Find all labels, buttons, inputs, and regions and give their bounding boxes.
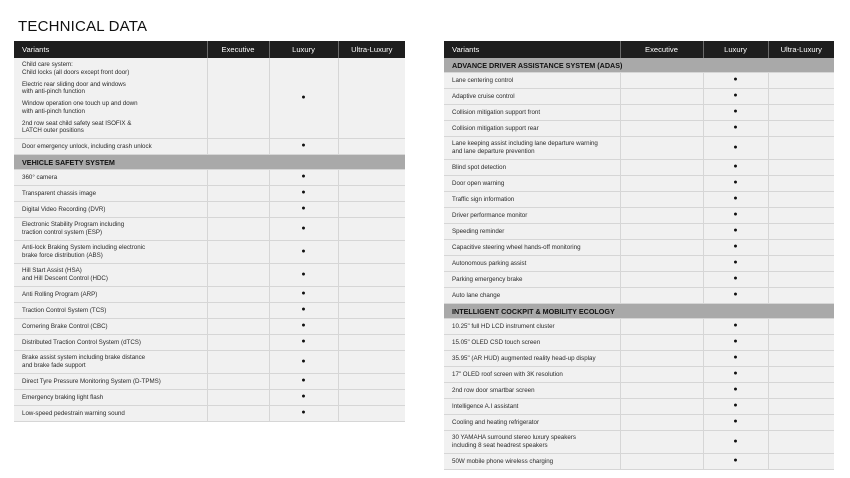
executive-cell xyxy=(207,139,269,155)
feature-label-line: Brake assist system including brake distance xyxy=(22,354,146,362)
executive-cell xyxy=(207,374,269,390)
feature-label-line: and lane departure prevention xyxy=(452,148,535,155)
luxury-dot: ● xyxy=(269,170,338,186)
ultra-luxury-cell xyxy=(338,335,405,351)
executive-cell xyxy=(620,454,703,470)
ultra-luxury-cell xyxy=(768,176,834,192)
executive-cell xyxy=(620,272,703,288)
executive-cell xyxy=(207,406,269,422)
feature-label: Door open warning xyxy=(444,176,620,192)
feature-label: Emergency braking light flash xyxy=(14,390,207,406)
luxury-dot: ● xyxy=(703,240,768,256)
feature-label: Digital Video Recording (DVR) xyxy=(14,202,207,218)
executive-cell xyxy=(620,160,703,176)
feature-label-line: Hill Start Assist (HSA) xyxy=(22,267,82,275)
table-row xyxy=(14,241,405,264)
executive-cell xyxy=(207,390,269,406)
executive-cell xyxy=(620,288,703,304)
table-row xyxy=(444,137,834,160)
feature-label-line: LATCH outer positions xyxy=(22,127,84,135)
table-row xyxy=(444,272,834,288)
luxury-dot: ● xyxy=(269,139,338,155)
luxury-dot: ● xyxy=(703,367,768,383)
ultra-luxury-cell xyxy=(768,288,834,304)
feature-label-line: including 8 seat headrest speakers xyxy=(452,442,548,449)
right-spec-table xyxy=(444,41,834,470)
feature-label: Door emergency unlock, including crash unlock xyxy=(14,139,207,155)
ultra-luxury-cell xyxy=(338,58,405,139)
section-header-row xyxy=(444,58,834,73)
executive-cell xyxy=(620,176,703,192)
ultra-luxury-cell xyxy=(768,137,834,160)
section-title-vehicle-safety: VEHICLE SAFETY SYSTEM xyxy=(14,155,405,170)
luxury-dot: ● xyxy=(269,241,338,264)
ultra-luxury-cell xyxy=(768,454,834,470)
table-row xyxy=(444,224,834,240)
executive-cell xyxy=(207,351,269,374)
luxury-dot: ● xyxy=(703,288,768,304)
luxury-dot: ● xyxy=(703,431,768,454)
header-ultra-luxury: Ultra-Luxury xyxy=(768,41,834,58)
feature-label: 50W mobile phone wireless charging xyxy=(444,454,620,470)
executive-cell xyxy=(620,415,703,431)
feature-label-line: Window operation one touch up and down xyxy=(22,100,138,107)
feature-label-line: Anti-lock Braking System including electronic xyxy=(22,244,146,252)
ultra-luxury-cell xyxy=(768,351,834,367)
executive-cell xyxy=(620,137,703,160)
feature-label-line: and Hill Descent Control (HDC) xyxy=(22,275,108,282)
feature-label-line: Lane keeping assist including lane departure warning xyxy=(452,140,598,148)
luxury-dot: ● xyxy=(703,351,768,367)
luxury-dot: ● xyxy=(269,351,338,374)
luxury-dot: ● xyxy=(703,224,768,240)
table-row xyxy=(14,406,405,422)
ultra-luxury-cell xyxy=(338,287,405,303)
executive-cell xyxy=(207,264,269,287)
ultra-luxury-cell xyxy=(768,319,834,335)
feature-label: Direct Tyre Pressure Monitoring System (D-TPMS) xyxy=(14,374,207,390)
executive-cell xyxy=(620,121,703,137)
table-row xyxy=(444,431,834,454)
table-row xyxy=(14,218,405,241)
ultra-luxury-cell xyxy=(768,121,834,137)
ultra-luxury-cell xyxy=(338,264,405,287)
table-row xyxy=(444,399,834,415)
executive-cell xyxy=(620,240,703,256)
luxury-dot: ● xyxy=(269,374,338,390)
table-header-row xyxy=(444,41,834,58)
feature-label-line: brake force distribution (ABS) xyxy=(22,252,103,259)
feature-label: Transparent chassis image xyxy=(14,186,207,202)
feature-label-line: traction control system (ESP) xyxy=(22,229,103,236)
table-row xyxy=(444,256,834,272)
table-header-row xyxy=(14,41,405,58)
luxury-dot: ● xyxy=(703,399,768,415)
luxury-dot: ● xyxy=(269,58,338,139)
ultra-luxury-cell xyxy=(768,224,834,240)
table-row xyxy=(444,176,834,192)
table-row xyxy=(444,367,834,383)
ultra-luxury-cell xyxy=(768,431,834,454)
feature-label: 15.05" OLED CSD touch screen xyxy=(444,335,620,351)
luxury-dot: ● xyxy=(269,390,338,406)
table-row xyxy=(444,319,834,335)
header-executive: Executive xyxy=(207,41,269,58)
table-row xyxy=(14,287,405,303)
ultra-luxury-cell xyxy=(768,399,834,415)
page-title: TECHNICAL DATA xyxy=(18,18,148,35)
executive-cell xyxy=(207,202,269,218)
feature-label xyxy=(14,218,207,241)
luxury-dot: ● xyxy=(269,319,338,335)
feature-label: Collision mitigation support rear xyxy=(444,121,620,137)
executive-cell xyxy=(620,89,703,105)
feature-label: Autonomous parking assist xyxy=(444,256,620,272)
feature-label xyxy=(14,241,207,264)
feature-label-line: with anti-pinch function xyxy=(22,107,85,115)
executive-cell xyxy=(620,399,703,415)
table-row xyxy=(14,58,405,139)
luxury-dot: ● xyxy=(269,202,338,218)
table-row xyxy=(14,264,405,287)
table-row xyxy=(14,170,405,186)
luxury-dot: ● xyxy=(269,264,338,287)
executive-cell xyxy=(207,335,269,351)
executive-cell xyxy=(207,241,269,264)
left-spec-table xyxy=(14,41,405,422)
executive-cell xyxy=(620,335,703,351)
ultra-luxury-cell xyxy=(338,390,405,406)
luxury-dot: ● xyxy=(703,256,768,272)
table-row xyxy=(14,139,405,155)
feature-label: Driver performance monitor xyxy=(444,208,620,224)
table-row xyxy=(14,319,405,335)
ultra-luxury-cell xyxy=(768,415,834,431)
header-luxury: Luxury xyxy=(269,41,338,58)
ultra-luxury-cell xyxy=(768,105,834,121)
luxury-dot: ● xyxy=(703,105,768,121)
ultra-luxury-cell xyxy=(338,139,405,155)
luxury-dot: ● xyxy=(703,73,768,89)
table-row xyxy=(14,303,405,319)
ultra-luxury-cell xyxy=(768,367,834,383)
feature-label: Low-speed pedestrain warning sound xyxy=(14,406,207,422)
table-row xyxy=(14,390,405,406)
table-row xyxy=(444,192,834,208)
luxury-dot: ● xyxy=(703,137,768,160)
section-header-row xyxy=(14,155,405,170)
feature-label: Adaptive cruise control xyxy=(444,89,620,105)
luxury-dot: ● xyxy=(703,454,768,470)
feature-label: Traffic sign information xyxy=(444,192,620,208)
feature-label: Anti Rolling Program (ARP) xyxy=(14,287,207,303)
ultra-luxury-cell xyxy=(338,374,405,390)
ultra-luxury-cell xyxy=(338,303,405,319)
table-row xyxy=(444,73,834,89)
luxury-dot: ● xyxy=(703,319,768,335)
executive-cell xyxy=(620,73,703,89)
luxury-dot: ● xyxy=(269,406,338,422)
ultra-luxury-cell xyxy=(768,89,834,105)
luxury-dot: ● xyxy=(703,415,768,431)
ultra-luxury-cell xyxy=(338,351,405,374)
executive-cell xyxy=(207,58,269,139)
feature-label-line: and brake fade support xyxy=(22,362,86,369)
table-row xyxy=(14,374,405,390)
table-row xyxy=(444,454,834,470)
ultra-luxury-cell xyxy=(338,406,405,422)
table-row xyxy=(14,351,405,374)
table-row xyxy=(14,202,405,218)
luxury-dot: ● xyxy=(269,335,338,351)
header-variants: Variants xyxy=(444,41,620,58)
executive-cell xyxy=(620,367,703,383)
feature-label: Parking emergency brake xyxy=(444,272,620,288)
executive-cell xyxy=(207,303,269,319)
table-row xyxy=(444,240,834,256)
section-title-cockpit: INTELLIGENT COCKPIT & MOBILITY ECOLOGY xyxy=(444,304,834,319)
feature-label-line: Electronic Stability Program including xyxy=(22,221,125,229)
ultra-luxury-cell xyxy=(768,160,834,176)
table-row xyxy=(444,335,834,351)
feature-label: Collision mitigation support front xyxy=(444,105,620,121)
section-header-row xyxy=(444,304,834,319)
executive-cell xyxy=(620,319,703,335)
luxury-dot: ● xyxy=(269,218,338,241)
table-row xyxy=(444,160,834,176)
executive-cell xyxy=(620,431,703,454)
header-ultra-luxury: Ultra-Luxury xyxy=(338,41,405,58)
feature-label: 17" OLED roof screen with 3K resolution xyxy=(444,367,620,383)
ultra-luxury-cell xyxy=(768,383,834,399)
ultra-luxury-cell xyxy=(768,272,834,288)
feature-label: Traction Control System (TCS) xyxy=(14,303,207,319)
table-row xyxy=(444,288,834,304)
feature-label xyxy=(14,264,207,287)
luxury-dot: ● xyxy=(703,160,768,176)
executive-cell xyxy=(620,208,703,224)
feature-label-line: 30 YAMAHA surround stereo luxury speakers xyxy=(452,434,576,442)
executive-cell xyxy=(620,192,703,208)
luxury-dot: ● xyxy=(703,335,768,351)
table-row xyxy=(14,186,405,202)
feature-label-line: 2nd row seat child safety seat ISOFIX & xyxy=(22,119,132,127)
table-row xyxy=(444,351,834,367)
ultra-luxury-cell xyxy=(338,186,405,202)
table-row xyxy=(444,121,834,137)
luxury-dot: ● xyxy=(703,208,768,224)
feature-label: Lane centering control xyxy=(444,73,620,89)
feature-label: Intelligence A.I assistant xyxy=(444,399,620,415)
feature-label: Capacitive steering wheel hands-off monitoring xyxy=(444,240,620,256)
executive-cell xyxy=(620,224,703,240)
table-row xyxy=(444,105,834,121)
feature-label: 10.25" full HD LCD instrument cluster xyxy=(444,319,620,335)
executive-cell xyxy=(207,170,269,186)
ultra-luxury-cell xyxy=(768,256,834,272)
feature-label-line: Electric rear sliding door and windows xyxy=(22,80,126,88)
header-variants: Variants xyxy=(14,41,207,58)
header-luxury: Luxury xyxy=(703,41,768,58)
luxury-dot: ● xyxy=(703,89,768,105)
executive-cell xyxy=(207,218,269,241)
feature-label xyxy=(444,431,620,454)
feature-label xyxy=(14,58,207,139)
table-row xyxy=(444,415,834,431)
feature-label: 35.95" (AR HUD) augmented reality head-up display xyxy=(444,351,620,367)
feature-label: Auto lane change xyxy=(444,288,620,304)
table-row xyxy=(14,335,405,351)
ultra-luxury-cell xyxy=(338,170,405,186)
section-title-adas: ADVANCE DRIVER ASSISTANCE SYSTEM (ADAS) xyxy=(444,58,834,73)
ultra-luxury-cell xyxy=(338,241,405,264)
luxury-dot: ● xyxy=(703,121,768,137)
executive-cell xyxy=(620,383,703,399)
ultra-luxury-cell xyxy=(768,240,834,256)
executive-cell xyxy=(207,287,269,303)
feature-label: Distributed Traction Control System (dTCS) xyxy=(14,335,207,351)
feature-label: Cooling and heating refrigerator xyxy=(444,415,620,431)
feature-label: Blind spot detection xyxy=(444,160,620,176)
ultra-luxury-cell xyxy=(768,335,834,351)
table-row xyxy=(444,383,834,399)
executive-cell xyxy=(620,351,703,367)
feature-label xyxy=(14,351,207,374)
ultra-luxury-cell xyxy=(768,73,834,89)
ultra-luxury-cell xyxy=(338,319,405,335)
luxury-dot: ● xyxy=(269,303,338,319)
header-executive: Executive xyxy=(620,41,703,58)
executive-cell xyxy=(620,105,703,121)
luxury-dot: ● xyxy=(703,192,768,208)
luxury-dot: ● xyxy=(703,383,768,399)
ultra-luxury-cell xyxy=(338,218,405,241)
feature-label: 360° camera xyxy=(14,170,207,186)
table-row xyxy=(444,89,834,105)
executive-cell xyxy=(207,186,269,202)
feature-label-line: with anti-pinch function xyxy=(22,88,85,96)
luxury-dot: ● xyxy=(703,176,768,192)
ultra-luxury-cell xyxy=(768,192,834,208)
luxury-dot: ● xyxy=(269,287,338,303)
feature-label: Cornering Brake Control (CBC) xyxy=(14,319,207,335)
feature-label xyxy=(444,137,620,160)
feature-label-line: Child locks (all doors except front door) xyxy=(22,68,130,76)
ultra-luxury-cell xyxy=(338,202,405,218)
ultra-luxury-cell xyxy=(768,208,834,224)
luxury-dot: ● xyxy=(269,186,338,202)
table-row xyxy=(444,208,834,224)
feature-label: 2nd row door smartbar screen xyxy=(444,383,620,399)
feature-label: Speeding reminder xyxy=(444,224,620,240)
luxury-dot: ● xyxy=(703,272,768,288)
executive-cell xyxy=(207,319,269,335)
feature-label-line: Child care system: xyxy=(22,61,73,68)
executive-cell xyxy=(620,256,703,272)
